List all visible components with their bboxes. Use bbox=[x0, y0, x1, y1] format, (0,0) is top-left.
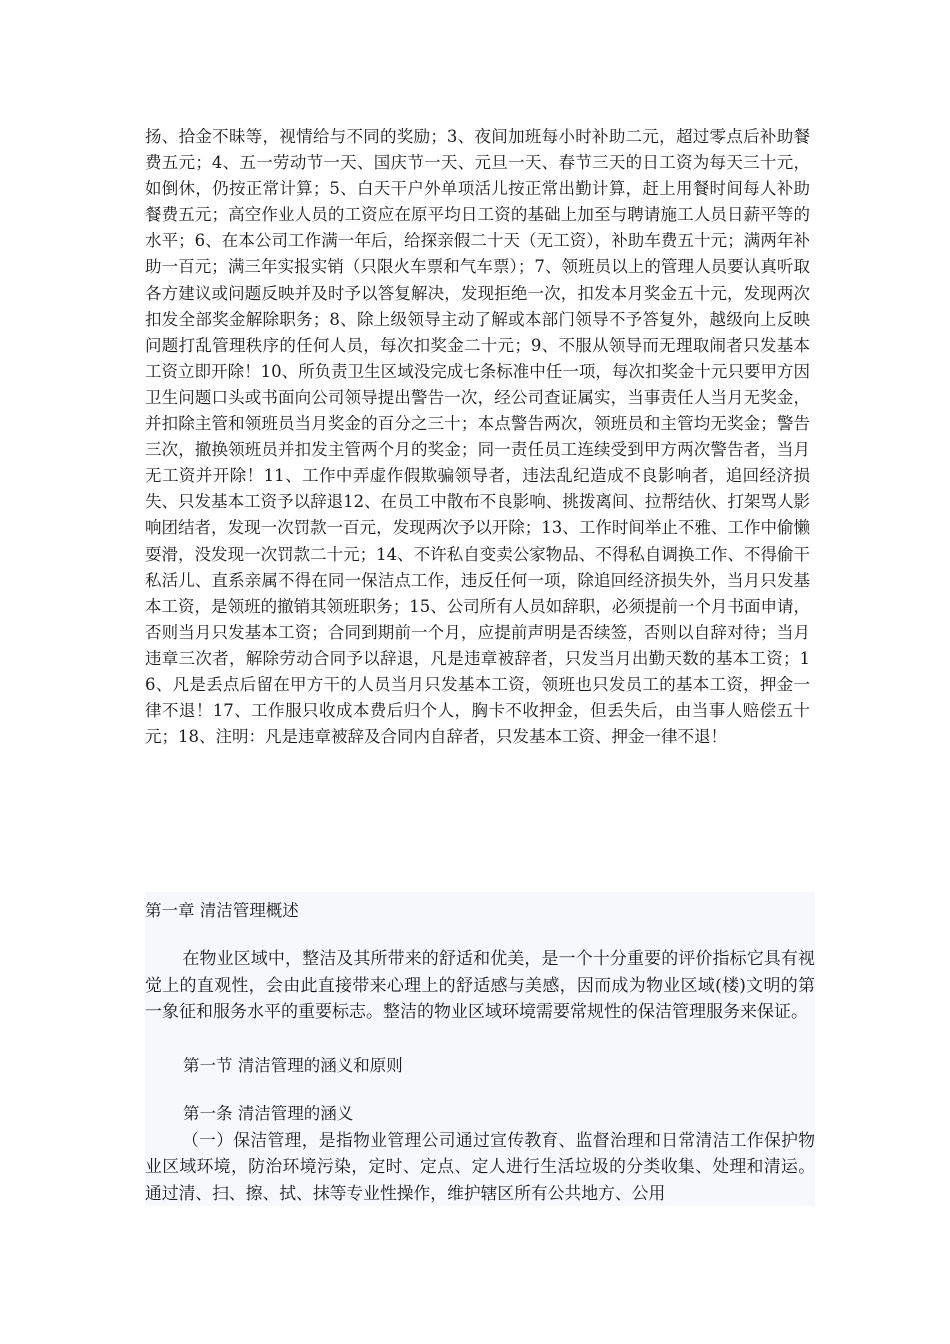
intro-paragraph: 在物业区域中，整洁及其所带来的舒适和优美，是一个十分重要的评价指标它具有视觉上的直观性，会由此直接带来心理上的舒适感与美感，因而成为物业区域(楼)文明的第一象征和服务水平的重要标志。整洁的物业区域环境需要常规性的保洁管理服务来保证。 bbox=[145, 949, 815, 1022]
chapter-title: 第一章 清洁管理概述 bbox=[145, 901, 299, 920]
regulations-text-block bbox=[145, 124, 810, 750]
section-title: 第一节 清洁管理的涵义和原则 bbox=[183, 1055, 403, 1075]
cleaning-management-section bbox=[145, 892, 815, 1206]
article-title: 第一条 清洁管理的涵义 bbox=[183, 1103, 354, 1123]
regulations-paragraph: 扬、拾金不昧等，视情给与不同的奖励；3、夜间加班每小时补助二元，超过零点后补助餐费五元；4、五一劳动节一天、国庆节一天、元旦一天、春节三天的日工资为每天三十元，如倒休，仍按正常计算；5、白天干户外单项活儿按正常出勤计算，赶上用餐时间每人补助餐费五元；高空作业人员的工资应在原平均日工资的基础上加至与聘请施工人员日薪平等的水平；6、在本公司工作满一年后，给探亲假二十天（无工资），补助车费五十元；满两年补助一百元；满三年实报实销（只限火车票和气车票）；7、领班员以上的管理人员要认真听取各方建议或问题反映并及时予以答复解决，发现拒绝一次，扣发本月奖金五十元，发现两次扣发全部奖金解除职务；8、除上级领导主动了解或本部门领导不予答复外，越级向上反映问题打乱管理秩序的任何人员，每次扣奖金二十元；9、不服从领导而无理取闹者只发基本工资立即开除！10、所负责卫生区域没完成七条标准中任一项，每次扣奖金十元只要甲方因卫生问题口头或书面向公司领导提出警告一次，经公司查证属实，当事责任人当月无奖金，并扣除主管和领班员当月奖金的百分之三十；本点警告两次，领班员和主管均无奖金；警告三次，撤换领班员并扣发主管两个月的奖金；同一责任员工连续受到甲方两次警告者，当月无工资并开除！11、工作中弄虚作假欺骗领导者，违法乱纪造成不良影响者，追回经济损失、只发基本工资予以辞退12、在员工中散布不良影响、挑拨离间、拉帮结伙、打架骂人影响团结者，发现一次罚款一百元，发现两次予以开除；13、工作时间举止不雅、工作中偷懒耍滑，没发现一次罚款二十元；14、不许私自变卖公家物品、不得私自调换工作、不得偷干私活儿、直系亲属不得在同一保洁点工作，违反任何一项，除追回经济损失外，当月只发基本工资，是领班的撤销其领班职务；15、公司所有人员如辞职，必须提前一个月书面申请，否则当月只发基本工资；合同到期前一个月，应提前声明是否续签，否则以自辞对待；当月违章三次者，解除劳动合同予以辞退，凡是违章被辞者，只发当月出勤天数的基本工资；16、凡是丢点后留在甲方干的人员当月只发基本工资，领班也只发员工的基本工资，押金一律不退！17、工作服只收成本费后归个人，胸卡不收押金，但丢失后，由当事人赔偿五十元；18、注明：凡是违章被辞及合同内自辞者，只发基本工资、押金一律不退！ bbox=[145, 127, 810, 747]
article-paragraph: （一）保洁管理，是指物业管理公司通过宣传教育、监督治理和日常清洁工作保护物业区域环境，防治环境污染，定时、定点、定人进行生活垃圾的分类收集、处理和清运。通过清、扫、擦、拭、抹等专业性操作，维护辖区所有公共地方、公用 bbox=[145, 1129, 815, 1203]
